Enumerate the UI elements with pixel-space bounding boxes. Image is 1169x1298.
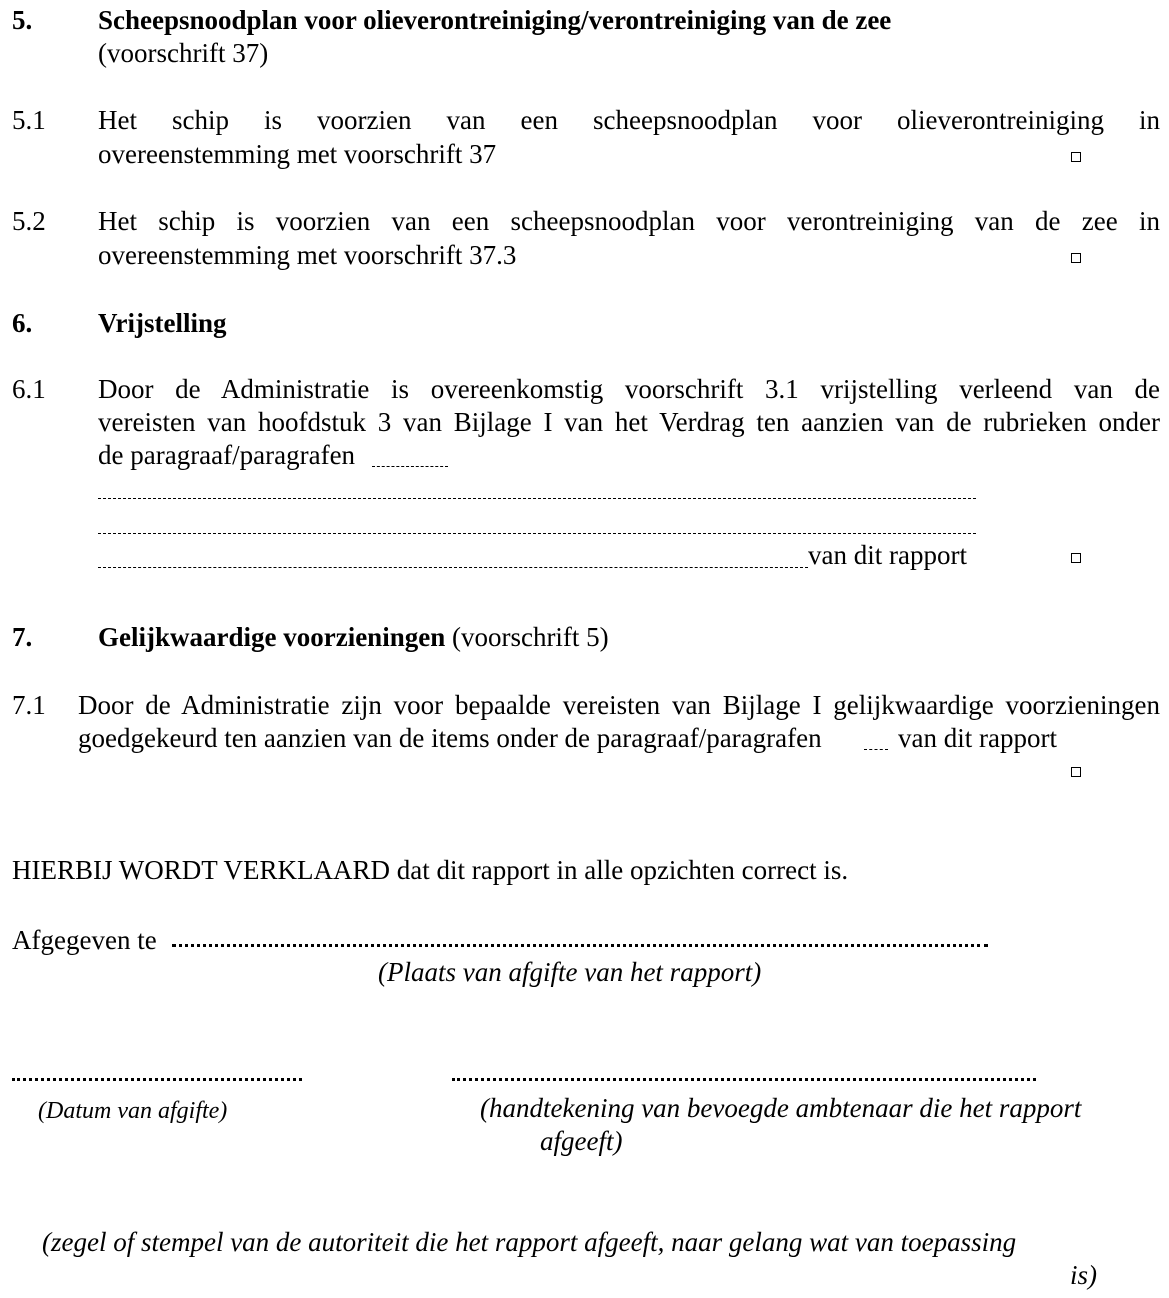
item-5-2-number: 5.2 bbox=[12, 206, 46, 236]
date-caption: (Datum van afgifte) bbox=[38, 1098, 228, 1124]
item-7-1-checkbox[interactable] bbox=[1071, 767, 1081, 777]
signature-caption-line-2: afgeeft) bbox=[540, 1126, 623, 1156]
item-7-1-number: 7.1 bbox=[12, 690, 46, 720]
declaration-text: HIERBIJ WORDT VERKLAARD dat dit rapport in alle opzichten correct is. bbox=[12, 855, 849, 885]
item-6-1-checkbox[interactable] bbox=[1071, 553, 1081, 563]
issue-date-field[interactable] bbox=[12, 1078, 302, 1081]
item-7-1-paragraph-blank[interactable] bbox=[864, 749, 888, 750]
item-7-1-line-1: Door de Administratie zijn voor bepaalde vereisten van Bijlage I gelijkwaardige voorzieningen bbox=[78, 690, 1160, 720]
issued-place-field[interactable] bbox=[172, 944, 988, 947]
issued-place-caption: (Plaats van afgifte van het rapport) bbox=[378, 957, 762, 987]
item-6-1-fill-line-1[interactable] bbox=[98, 498, 976, 499]
section-5-number: 5. bbox=[12, 5, 33, 35]
item-6-1-fill-line-3[interactable] bbox=[98, 567, 808, 568]
issued-at-label: Afgegeven te bbox=[12, 925, 157, 955]
item-6-1-paragraph-blank[interactable] bbox=[372, 466, 448, 467]
section-7-reference: (voorschrift 5) bbox=[451, 622, 609, 652]
item-5-2-checkbox[interactable] bbox=[1071, 253, 1081, 263]
section-5-title: Scheepsnoodplan voor olieverontreiniging/verontreiniging van de zee bbox=[98, 5, 892, 35]
section-7-number: 7. bbox=[12, 622, 33, 652]
item-7-1-line-2a: goedgekeurd ten aanzien van de items onder de paragraaf/paragrafen bbox=[78, 723, 822, 753]
item-6-1-line-3: de paragraaf/paragrafen bbox=[98, 440, 356, 470]
seal-caption-line-2: is) bbox=[1070, 1260, 1097, 1290]
section-7-heading bbox=[98, 621, 609, 654]
item-6-1-line-1: Door de Administratie is overeenkomstig voorschrift 3.1 vrijstelling verleend van de bbox=[98, 374, 1160, 404]
item-5-1-number: 5.1 bbox=[12, 105, 46, 135]
item-6-1-number: 6.1 bbox=[12, 374, 46, 404]
item-6-1-tail: van dit rapport bbox=[808, 540, 967, 570]
signature-field[interactable] bbox=[452, 1078, 1036, 1081]
section-6-number: 6. bbox=[12, 308, 33, 338]
section-7-title: Gelijkwaardige voorzieningen bbox=[98, 622, 446, 652]
section-5-reference: (voorschrift 37) bbox=[98, 38, 269, 68]
item-5-2-line-2: overeenstemming met voorschrift 37.3 bbox=[98, 240, 517, 270]
item-6-1-fill-line-2[interactable] bbox=[98, 533, 976, 534]
item-5-1-line-2: overeenstemming met voorschrift 37 bbox=[98, 139, 497, 169]
item-6-1-line-2: vereisten van hoofdstuk 3 van Bijlage I van het Verdrag ten aanzien van de rubrieken onder bbox=[98, 407, 1160, 437]
item-5-1-checkbox[interactable] bbox=[1071, 152, 1081, 162]
item-5-1-line-1: Het schip is voorzien van een scheepsnoodplan voor olieverontreiniging in bbox=[98, 105, 1160, 135]
item-5-2-line-1: Het schip is voorzien van een scheepsnoodplan voor verontreiniging van de zee in bbox=[98, 206, 1160, 236]
section-6-title: Vrijstelling bbox=[98, 308, 227, 338]
signature-caption-line-1: (handtekening van bevoegde ambtenaar die het rapport bbox=[480, 1093, 1082, 1123]
item-7-1-line-2b: van dit rapport bbox=[898, 723, 1057, 753]
seal-caption-line-1: (zegel of stempel van de autoriteit die het rapport afgeeft, naar gelang wat van toepassing bbox=[42, 1227, 1017, 1257]
